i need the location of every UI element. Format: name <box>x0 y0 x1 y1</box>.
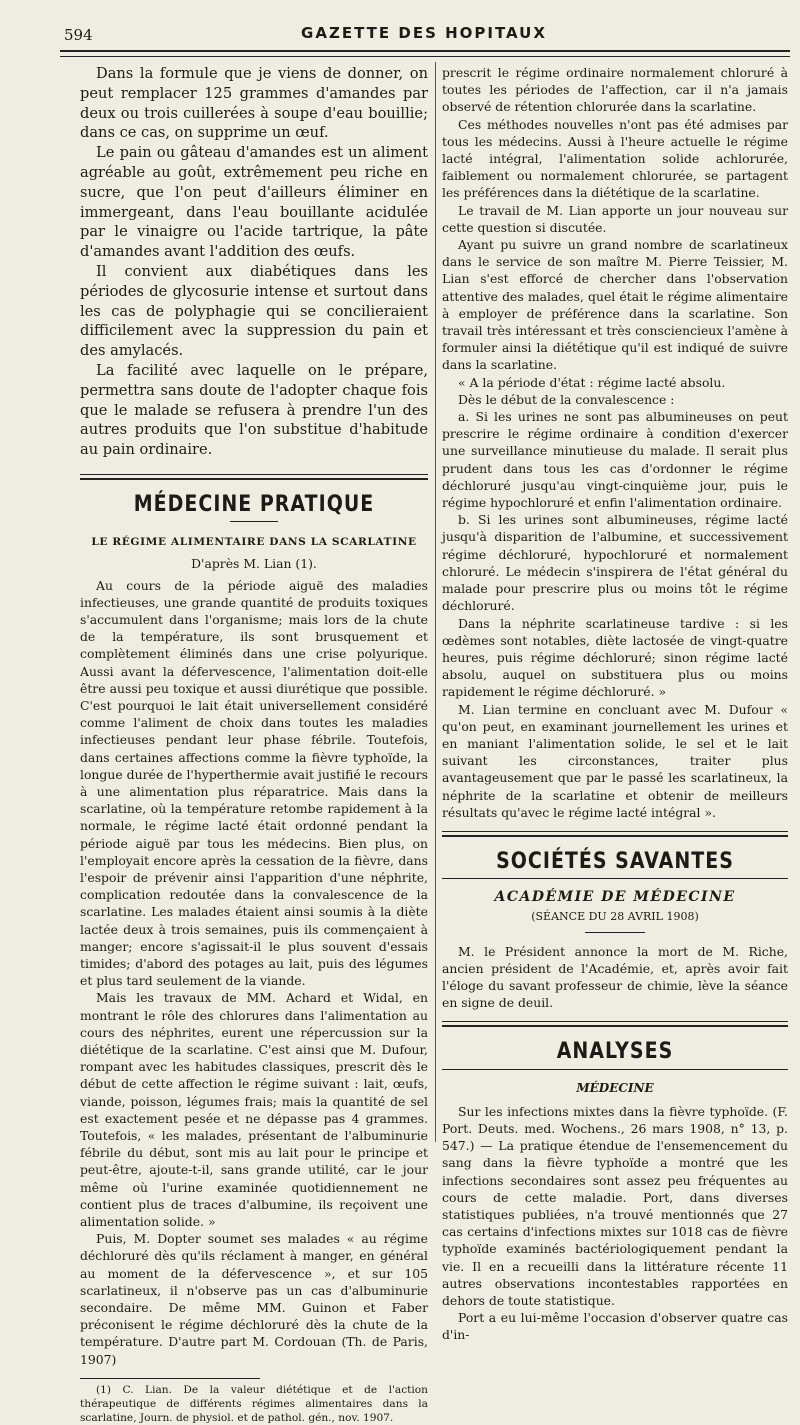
column-divider <box>435 62 436 1142</box>
paragraph: Sur les infections mixtes dans la fièvre typhoïde. (F. Port. Deuts. med. Wochens., 26 mars 1908, n° 13, p. 547.) — La pratique étendue de l'ensemencement du sang dans la fièvre typhoïde a montré que les infections secondaires sont assez peu fréquentes au cours de cette maladie. Port, dans diverses statistiques publiées, n'a trouvé mentionnés que 27 cas certains d'infections mixtes sur 1018 cas de fièvre typhoïde examinés bactériologiquement pendant la vie. Il en a recueilli dans la littérature récente 11 autres observations incontestables rapportées en dehors de toute statistique. <box>442 1103 788 1308</box>
paragraph: prescrit le régime ordinaire normalement chloruré à toutes les périodes de l'affection, car il n'a jamais observé de rétention chlorurée dans la scarlatine. <box>442 65 788 115</box>
paragraph: Il convient aux diabétiques dans les périodes de glycosurie intense et surtout dans les cas de polyphagie qui se concilieraient difficilement avec la suppression du pain et des amylacés. <box>80 262 428 360</box>
paragraph: « A la période d'état : régime lacté absolu. <box>458 374 726 390</box>
running-head <box>60 18 788 48</box>
paragraph: M. Lian termine en concluant avec M. Dufour « qu'on peut, en examinant journellement les urines et en maniant l'alimentation solide, le sel et le lait suivant les circonstances, traiter plus avantageusement que par le passé les scarlatineux, la néphrite de la scarlatine et obtenir de meilleurs résultats qu'avec le régime lacté intégral ». <box>442 701 788 820</box>
journal-title: GAZETTE DES HOPITAUX <box>301 24 547 42</box>
page-number: 594 <box>64 26 93 44</box>
paragraph: Port a eu lui-même l'occasion d'observer quatre cas d'in- <box>442 1310 788 1343</box>
section-title-medecine-pratique: MÉDECINE PRATIQUE <box>133 491 375 517</box>
small-rule <box>585 932 645 933</box>
paragraph: Au cours de la période aiguë des maladies infectieuses, une grande quantité de produits toxiques s'accumulent dans l'organisme; mais lors de la chute de la température, ils sont brusquement et complètement éliminés dans une crise polyurique. Aussi avant la défervescence, l'alimentation doit-elle être aussi peu toxique et aussi diurétique que possible. C'est pourquoi le lait était universellement considéré comme l'aliment de choix dans toutes les maladies infectieuses pendant leur phase fébrile. Toutefois, dans certaines affections comme la fièvre typhoïde, la longue durée de l'hyperthermie avait justifié le recours à une alimentation plus réparatrice. Mais dans la scarlatine, où la température retombe rapidement à la normale, le régime lacté était ordonné pendant la période aiguë par tous les médecins. Bien plus, on l'employait encore après la cessation de la fièvre, dans l'espoir de prévenir ainsi l'apparition d'une néphrite, complication redoutée dans la convalescence de la scarlatine. Les malades étaient ainsi soumis à la diète lactée deux à trois semaines, puis ils commençaient à manger; encore s'agissait-il le plus souvent d'essais timides; d'abord des potages au lait, puis des légumes et plus tard seulement de la viande. <box>80 577 428 989</box>
paragraph: Le travail de M. Lian apporte un jour nouveau sur cette question si discutée. <box>442 202 788 235</box>
paragraph: a. Si les urines ne sont pas albumineuses on peut prescrire le régime ordinaire à condition d'exercer une surveillance minutieuse du malade. Il serait plus prudent dans tous les cas d'ordonner le régime déchloruré jusqu'au vingt-cinquième jour, puis le régime hypochloruré et enfin l'alimentation ordinaire. <box>442 409 788 511</box>
section-rule-thin <box>442 878 788 879</box>
session-date: (SÉANCE DU 28 AVRIL 1908) <box>531 910 699 924</box>
short-rule <box>230 521 278 522</box>
footnote: (1) C. Lian. De la valeur diététique et de l'action thérapeutique de différents régimes alimentaires dans la scarlatine, Journ. de physiol. et de pathol. gén., nov. 1907. <box>80 1383 428 1424</box>
left-column <box>80 64 428 1425</box>
section-rule <box>442 1021 788 1027</box>
academie-title: ACADÉMIE DE MÉDECINE <box>494 889 736 906</box>
paragraph: Dans la néphrite scarlatineuse tardive : si les œdèmes sont notables, diète lactosée de vingt-quatre heures, puis régime déchloruré; sinon régime lacté absolu, auquel on substituera plus ou moins rapidement le régime déchloruré. » <box>442 615 788 700</box>
section-rule <box>442 831 788 837</box>
section-title-societes-savantes: SOCIÉTÉS SAVANTES <box>496 848 734 874</box>
header-rule-thin <box>60 56 790 57</box>
article-byline: D'après M. Lian (1). <box>191 556 317 572</box>
paragraph: M. le Président annonce la mort de M. Riche, ancien président de l'Académie, et, après avoir fait l'éloge du savant professeur de chimie, lève la séance en signe de deuil. <box>442 943 788 1011</box>
intro-section <box>80 64 428 460</box>
right-column <box>442 64 788 1344</box>
paragraph: Puis, M. Dopter soumet ses malades « au régime déchloruré dès qu'ils réclament à manger, en général au moment de la défervescence », et sur 105 scarlatineux, il n'observe pas un cas d'albuminurie secondaire. De même MM. Guinon et Faber préconisent le régime déchloruré dès la chute de la température. D'autre part M. Cordouan (Th. de Paris, 1907) <box>80 1231 428 1367</box>
article-title: LE RÉGIME ALIMENTAIRE DANS LA SCARLATINE <box>91 536 417 549</box>
paragraph: Ces méthodes nouvelles n'ont pas été admises par tous les médecins. Aussi à l'heure actuelle le régime lacté intégral, l'alimentation solide achlorurée, faiblement ou normalement chlorurée, se partagent les préférences dans la diététique de la scarlatine. <box>442 116 788 201</box>
section-rule <box>80 474 428 480</box>
section-title-analyses: ANALYSES <box>556 1038 674 1064</box>
paragraph: b. Si les urines sont albumineuses, régime lacté jusqu'à disparition de l'albumine, et successivement régime déchloruré, hypochloruré et normalement chloruré. Le médecin s'inspirera de l'état général du malade pour prescrire plus ou moins tôt le régime déchloruré. <box>442 512 788 614</box>
paragraph: Le pain ou gâteau d'amandes est un aliment agréable au goût, extrêmement peu riche en sucre, que l'on peut d'ailleurs éliminer en immergeant, dans l'eau bouillante acidulée par le vinaigre ou l'acide tartrique, la pâte d'amandes avant l'addition des œufs. <box>80 144 428 261</box>
paragraph: Dès le début de la convalescence : <box>458 391 675 407</box>
footnote-rule <box>80 1378 260 1379</box>
paragraph: Mais les travaux de MM. Achard et Widal, en montrant le rôle des chlorures dans l'alimentation au cours des néphrites, eurent une répercussion sur la diététique de la scarlatine. C'est ainsi que M. Dufour, rompant avec les habitudes classiques, prescrit dès le début de cette affection le régime suivant : lait, œufs, viande, poisson, légumes frais; mais la quantité de sel est exactement pesée et ne dépasse pas 4 grammes. Toutefois, « les malades, présentant de l'albuminurie fébrile du début, sont mis au lait pour le principe et peut-être, ajoute-t-il, sans grande utilité, car le jour même où l'urine examinée quotidiennement ne contient plus de traces d'albumine, ils reçoivent une alimentation solide. » <box>80 990 428 1230</box>
paragraph: Dans la formule que je viens de donner, on peut remplacer 125 grammes d'amandes par deux ou trois cuillerées à soupe d'eau bouillie; dans ce cas, on supprime un œuf. <box>80 65 428 142</box>
paragraph: La facilité avec laquelle on le prépare, permettra sans doute de l'adopter chaque fois que le malade se refusera à prendre l'un des autres produits que l'on substitue d'habitude au pain ordinaire. <box>80 361 428 459</box>
section-rule-thin <box>442 1069 788 1070</box>
category-medecine: MÉDECINE <box>576 1080 654 1095</box>
paragraph: Ayant pu suivre un grand nombre de scarlatineux dans le service de son maître M. Pierre Teissier, M. Lian s'est efforcé de chercher dans l'observation attentive des malades, quel était le régime alimentaire à employer de préférence dans la scarlatine. Son travail très intéressant et très consciencieux l'amène à formuler ainsi la diététique qu'il est indiqué de suivre dans la scarlatine. <box>442 237 788 373</box>
header-rule <box>60 50 790 52</box>
